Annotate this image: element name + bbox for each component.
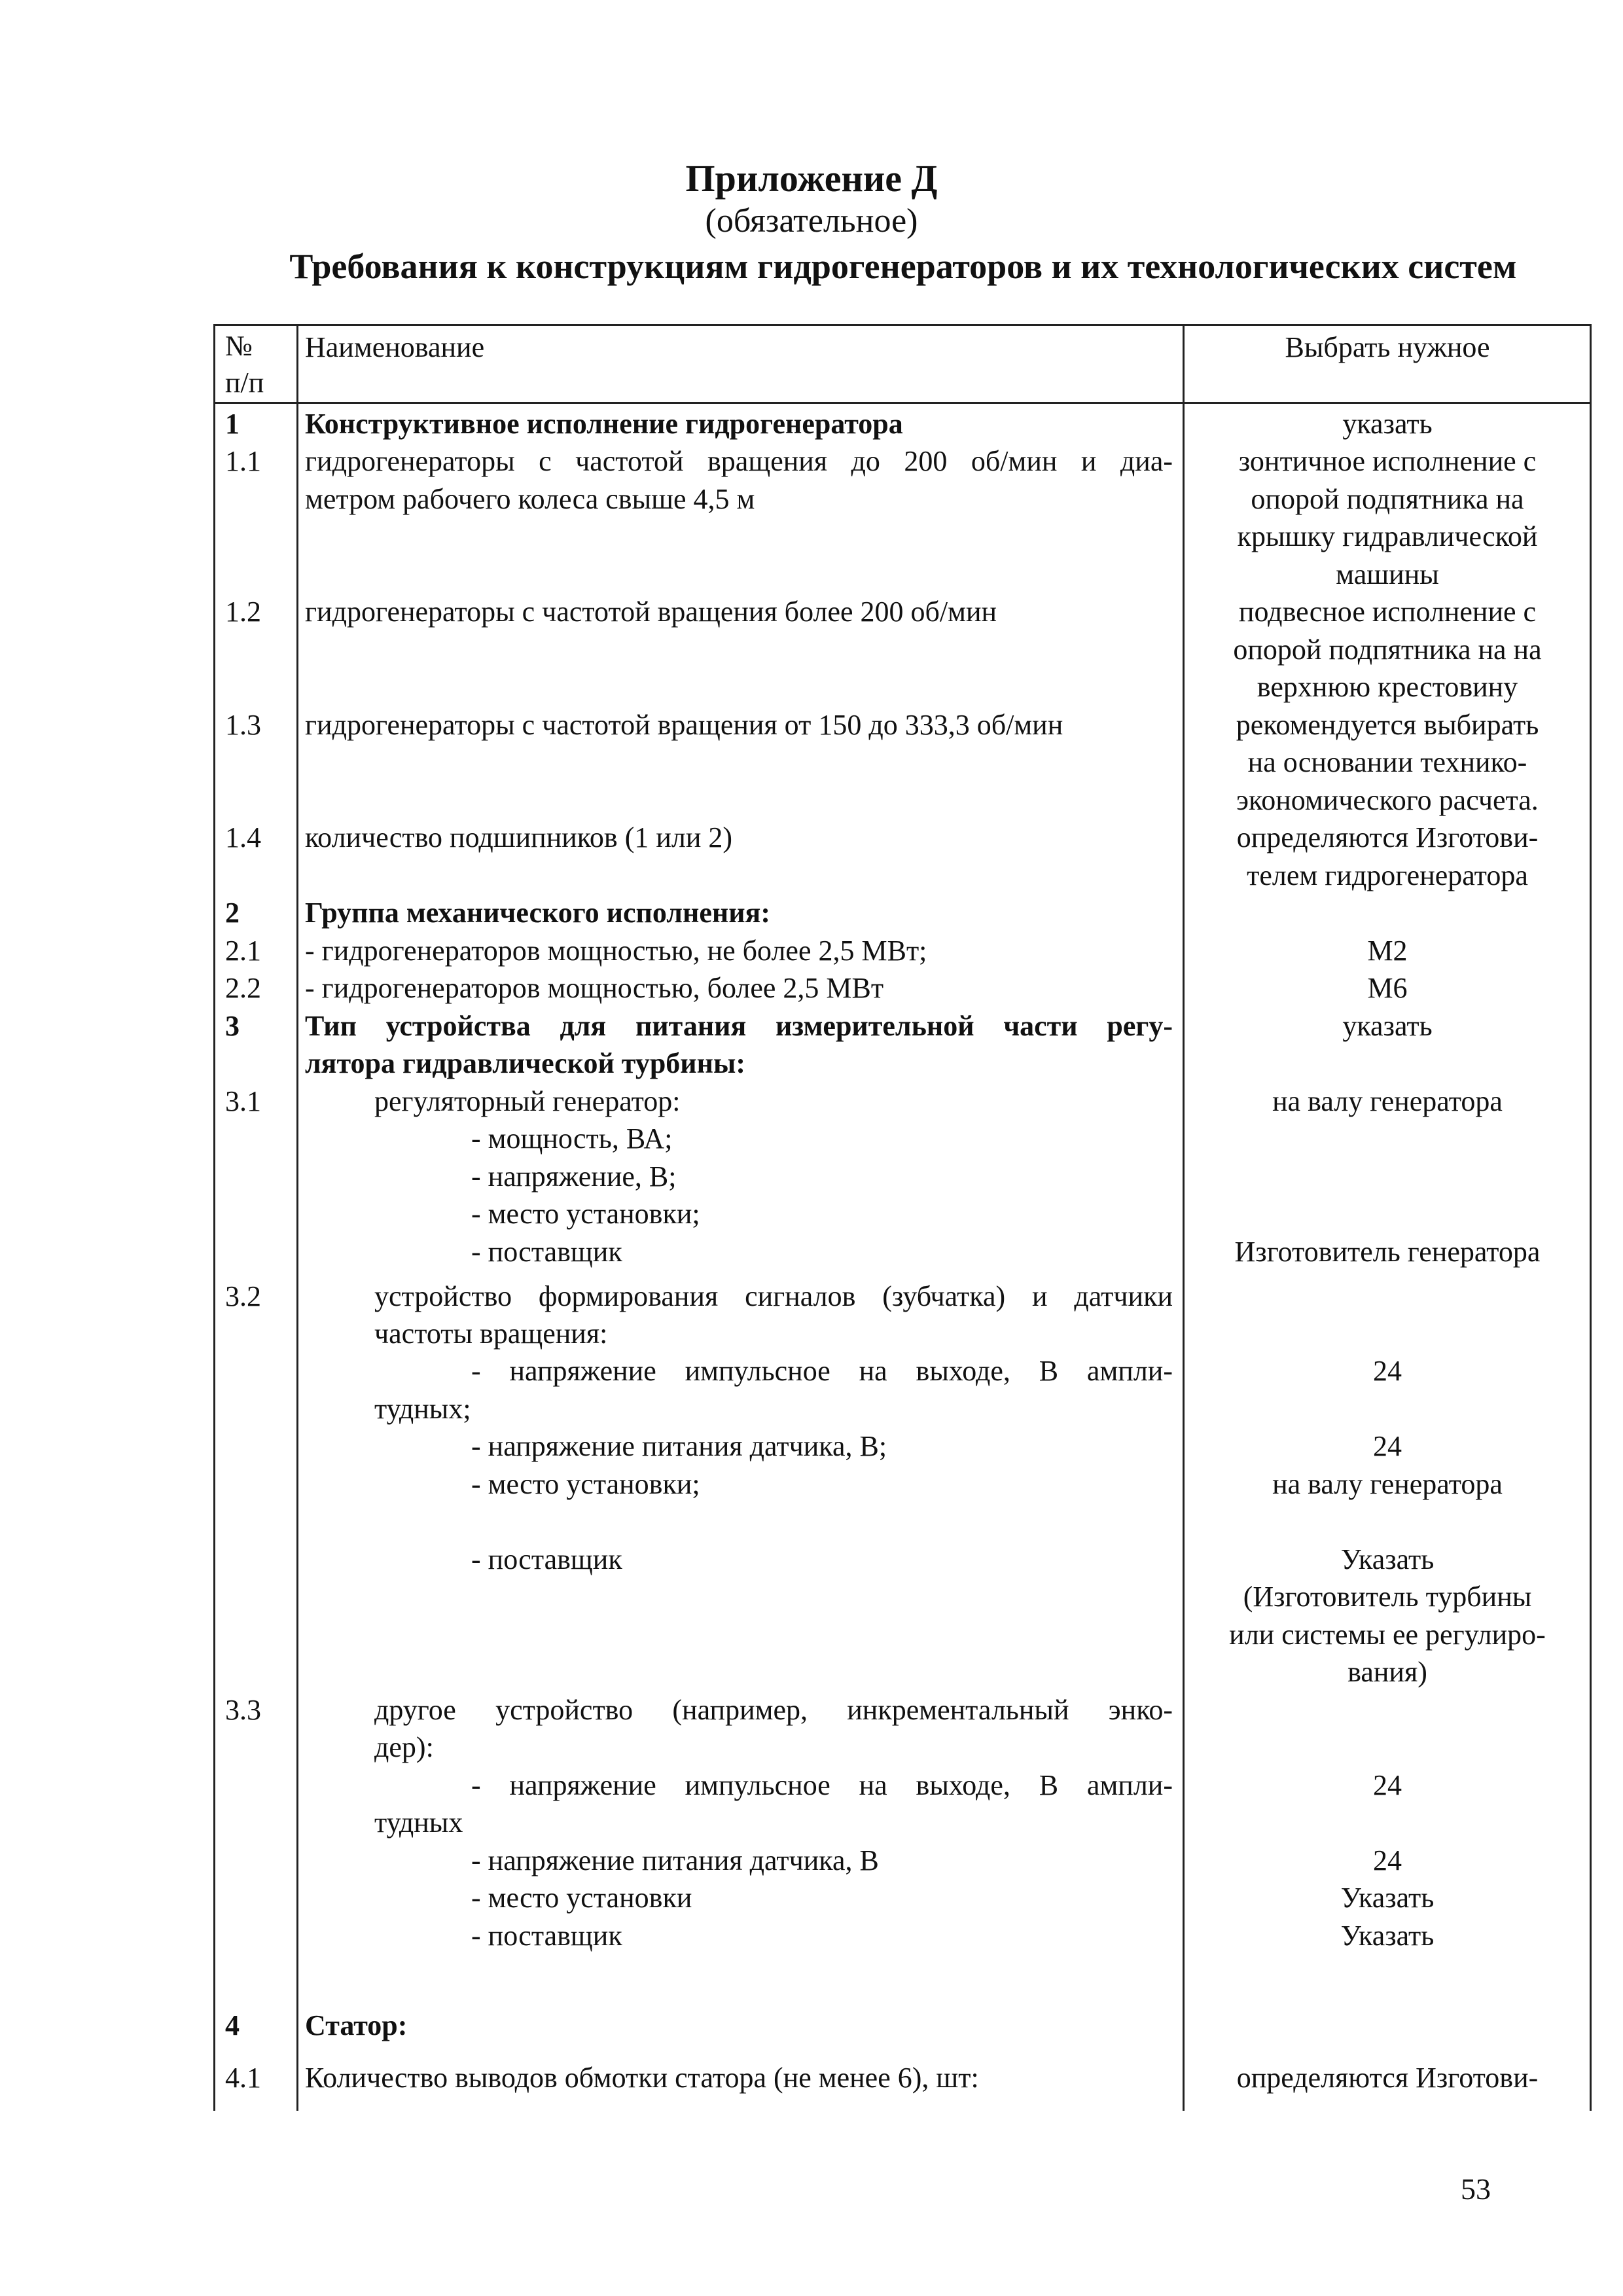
- sub-item-choice: 24: [1373, 1769, 1402, 1801]
- row-name: другое устройство (например, инкрементальный энко-: [374, 1694, 1173, 1726]
- column-header-choice: Выбрать нужное: [1285, 331, 1490, 363]
- sub-item: - место установки;: [471, 1198, 700, 1230]
- row-number: 3: [225, 1010, 240, 1042]
- column-header-name: Наименование: [305, 331, 485, 363]
- sub-item-choice: 24: [1373, 1430, 1402, 1462]
- row-name: гидрогенераторы с частотой вращения более 200 об/мин: [305, 596, 997, 628]
- row-choice: М2: [1367, 935, 1408, 967]
- row-choice-cont: телем гидрогенератора: [1247, 859, 1528, 891]
- row-name: Статор:: [305, 2009, 408, 2041]
- sub-item-choice: 24: [1373, 1844, 1402, 1876]
- section-title: Требования к конструкциям гидрогенераторов и их технологических систем: [289, 247, 1517, 286]
- sub-item: - поставщик: [471, 1236, 622, 1268]
- column-divider: [1183, 326, 1185, 2111]
- sub-item-choice: на валу генератора: [1272, 1468, 1503, 1500]
- page-title: Приложение Д: [685, 157, 938, 200]
- row-name-cont: частоты вращения:: [374, 1318, 608, 1350]
- sub-item-choice: Указать: [1340, 1920, 1435, 1952]
- sub-item: - напряжение импульсное на выходе, В ампли-: [471, 1769, 1173, 1801]
- row-name: Количество выводов обмотки статора (не менее 6), шт:: [305, 2062, 979, 2094]
- row-name: Группа механического исполнения:: [305, 897, 771, 929]
- sub-item-choice-cont: или системы ее регулиро-: [1229, 1619, 1546, 1651]
- sub-item-choice: 24: [1373, 1355, 1402, 1387]
- sub-item: - поставщик: [471, 1920, 622, 1952]
- row-choice: определяются Изготови-: [1236, 2062, 1539, 2094]
- column-header-num: №: [225, 330, 253, 362]
- header-divider: [215, 402, 1590, 404]
- row-name: гидрогенераторы с частотой вращения от 150 до 333,3 об/мин: [305, 709, 1063, 741]
- row-number: 1: [225, 408, 240, 440]
- row-name: - гидрогенераторов мощностью, не более 2,5 МВт;: [305, 935, 927, 967]
- sub-item-choice-cont: вания): [1347, 1656, 1427, 1688]
- row-choice: определяются Изготови-: [1236, 821, 1539, 853]
- page-subtitle: (обязательное): [705, 202, 918, 240]
- row-number: 2.2: [225, 972, 261, 1004]
- row-number: 3.2: [225, 1280, 261, 1312]
- row-number: 4: [225, 2009, 240, 2041]
- row-name: регуляторный генератор:: [374, 1085, 681, 1117]
- row-name: Тип устройства для питания измерительной части регу-: [305, 1010, 1173, 1042]
- sub-item: - поставщик: [471, 1543, 622, 1575]
- sub-item-choice: Изготовитель генератора: [1234, 1236, 1541, 1268]
- row-choice: М6: [1367, 972, 1408, 1004]
- row-number: 2: [225, 897, 240, 929]
- sub-item-choice: Указать: [1340, 1543, 1435, 1575]
- sub-item-choice: Указать: [1340, 1882, 1435, 1914]
- row-choice-cont: экономического расчета.: [1236, 784, 1539, 816]
- row-name: гидрогенераторы с частотой вращения до 200 об/мин и диа-: [305, 445, 1173, 477]
- row-number: 3.1: [225, 1085, 261, 1117]
- row-choice: указать: [1342, 1010, 1433, 1042]
- row-name: - гидрогенераторов мощностью, более 2,5 МВт: [305, 972, 884, 1004]
- row-choice: зонтичное исполнение с: [1238, 445, 1537, 477]
- row-name-cont: метром рабочего колеса свыше 4,5 м: [305, 483, 755, 515]
- sub-item-cont: тудных;: [374, 1393, 471, 1425]
- row-name-cont: дер):: [374, 1731, 434, 1763]
- row-number: 1.1: [225, 445, 261, 477]
- row-number: 1.2: [225, 596, 261, 628]
- row-number: 2.1: [225, 935, 261, 967]
- page-number: 53: [1461, 2172, 1491, 2206]
- sub-item-cont: тудных: [374, 1806, 463, 1839]
- sub-item: - напряжение импульсное на выходе, В ампли-: [471, 1355, 1173, 1387]
- sub-item-choice-cont: (Изготовитель турбины: [1243, 1581, 1532, 1613]
- row-choice-cont: на основании технико-: [1247, 746, 1527, 778]
- row-choice-cont: верхнюю крестовину: [1257, 671, 1518, 703]
- row-choice-cont: опорой подпятника на: [1251, 483, 1524, 515]
- sub-item: - место установки;: [471, 1468, 700, 1500]
- row-name-cont: лятора гидравлической турбины:: [305, 1047, 746, 1079]
- sub-item: - напряжение, В;: [471, 1160, 677, 1193]
- row-choice-cont: опорой подпятника на на: [1233, 634, 1542, 666]
- column-divider: [296, 326, 298, 2111]
- row-choice-cont: машины: [1336, 558, 1439, 590]
- sub-item: - напряжение питания датчика, В;: [471, 1430, 887, 1462]
- sub-item: - место установки: [471, 1882, 692, 1914]
- row-number: 1.3: [225, 709, 261, 741]
- row-choice: указать: [1342, 408, 1433, 440]
- row-name: Конструктивное исполнение гидрогенератора: [305, 408, 903, 440]
- row-number: 4.1: [225, 2062, 261, 2094]
- sub-item: - мощность, ВА;: [471, 1122, 673, 1155]
- row-choice-cont: крышку гидравлической: [1237, 520, 1538, 552]
- row-name: количество подшипников (1 или 2): [305, 821, 733, 853]
- sub-item: - напряжение питания датчика, В: [471, 1844, 879, 1876]
- row-choice: подвесное исполнение с: [1238, 596, 1537, 628]
- row-name: устройство формирования сигналов (зубчатка) и датчики: [374, 1280, 1173, 1312]
- row-choice: на валу генератора: [1272, 1085, 1503, 1117]
- row-number: 3.3: [225, 1694, 261, 1726]
- row-number: 1.4: [225, 821, 261, 853]
- row-choice: рекомендуется выбирать: [1236, 709, 1539, 741]
- column-header-num-sub: п/п: [225, 367, 264, 399]
